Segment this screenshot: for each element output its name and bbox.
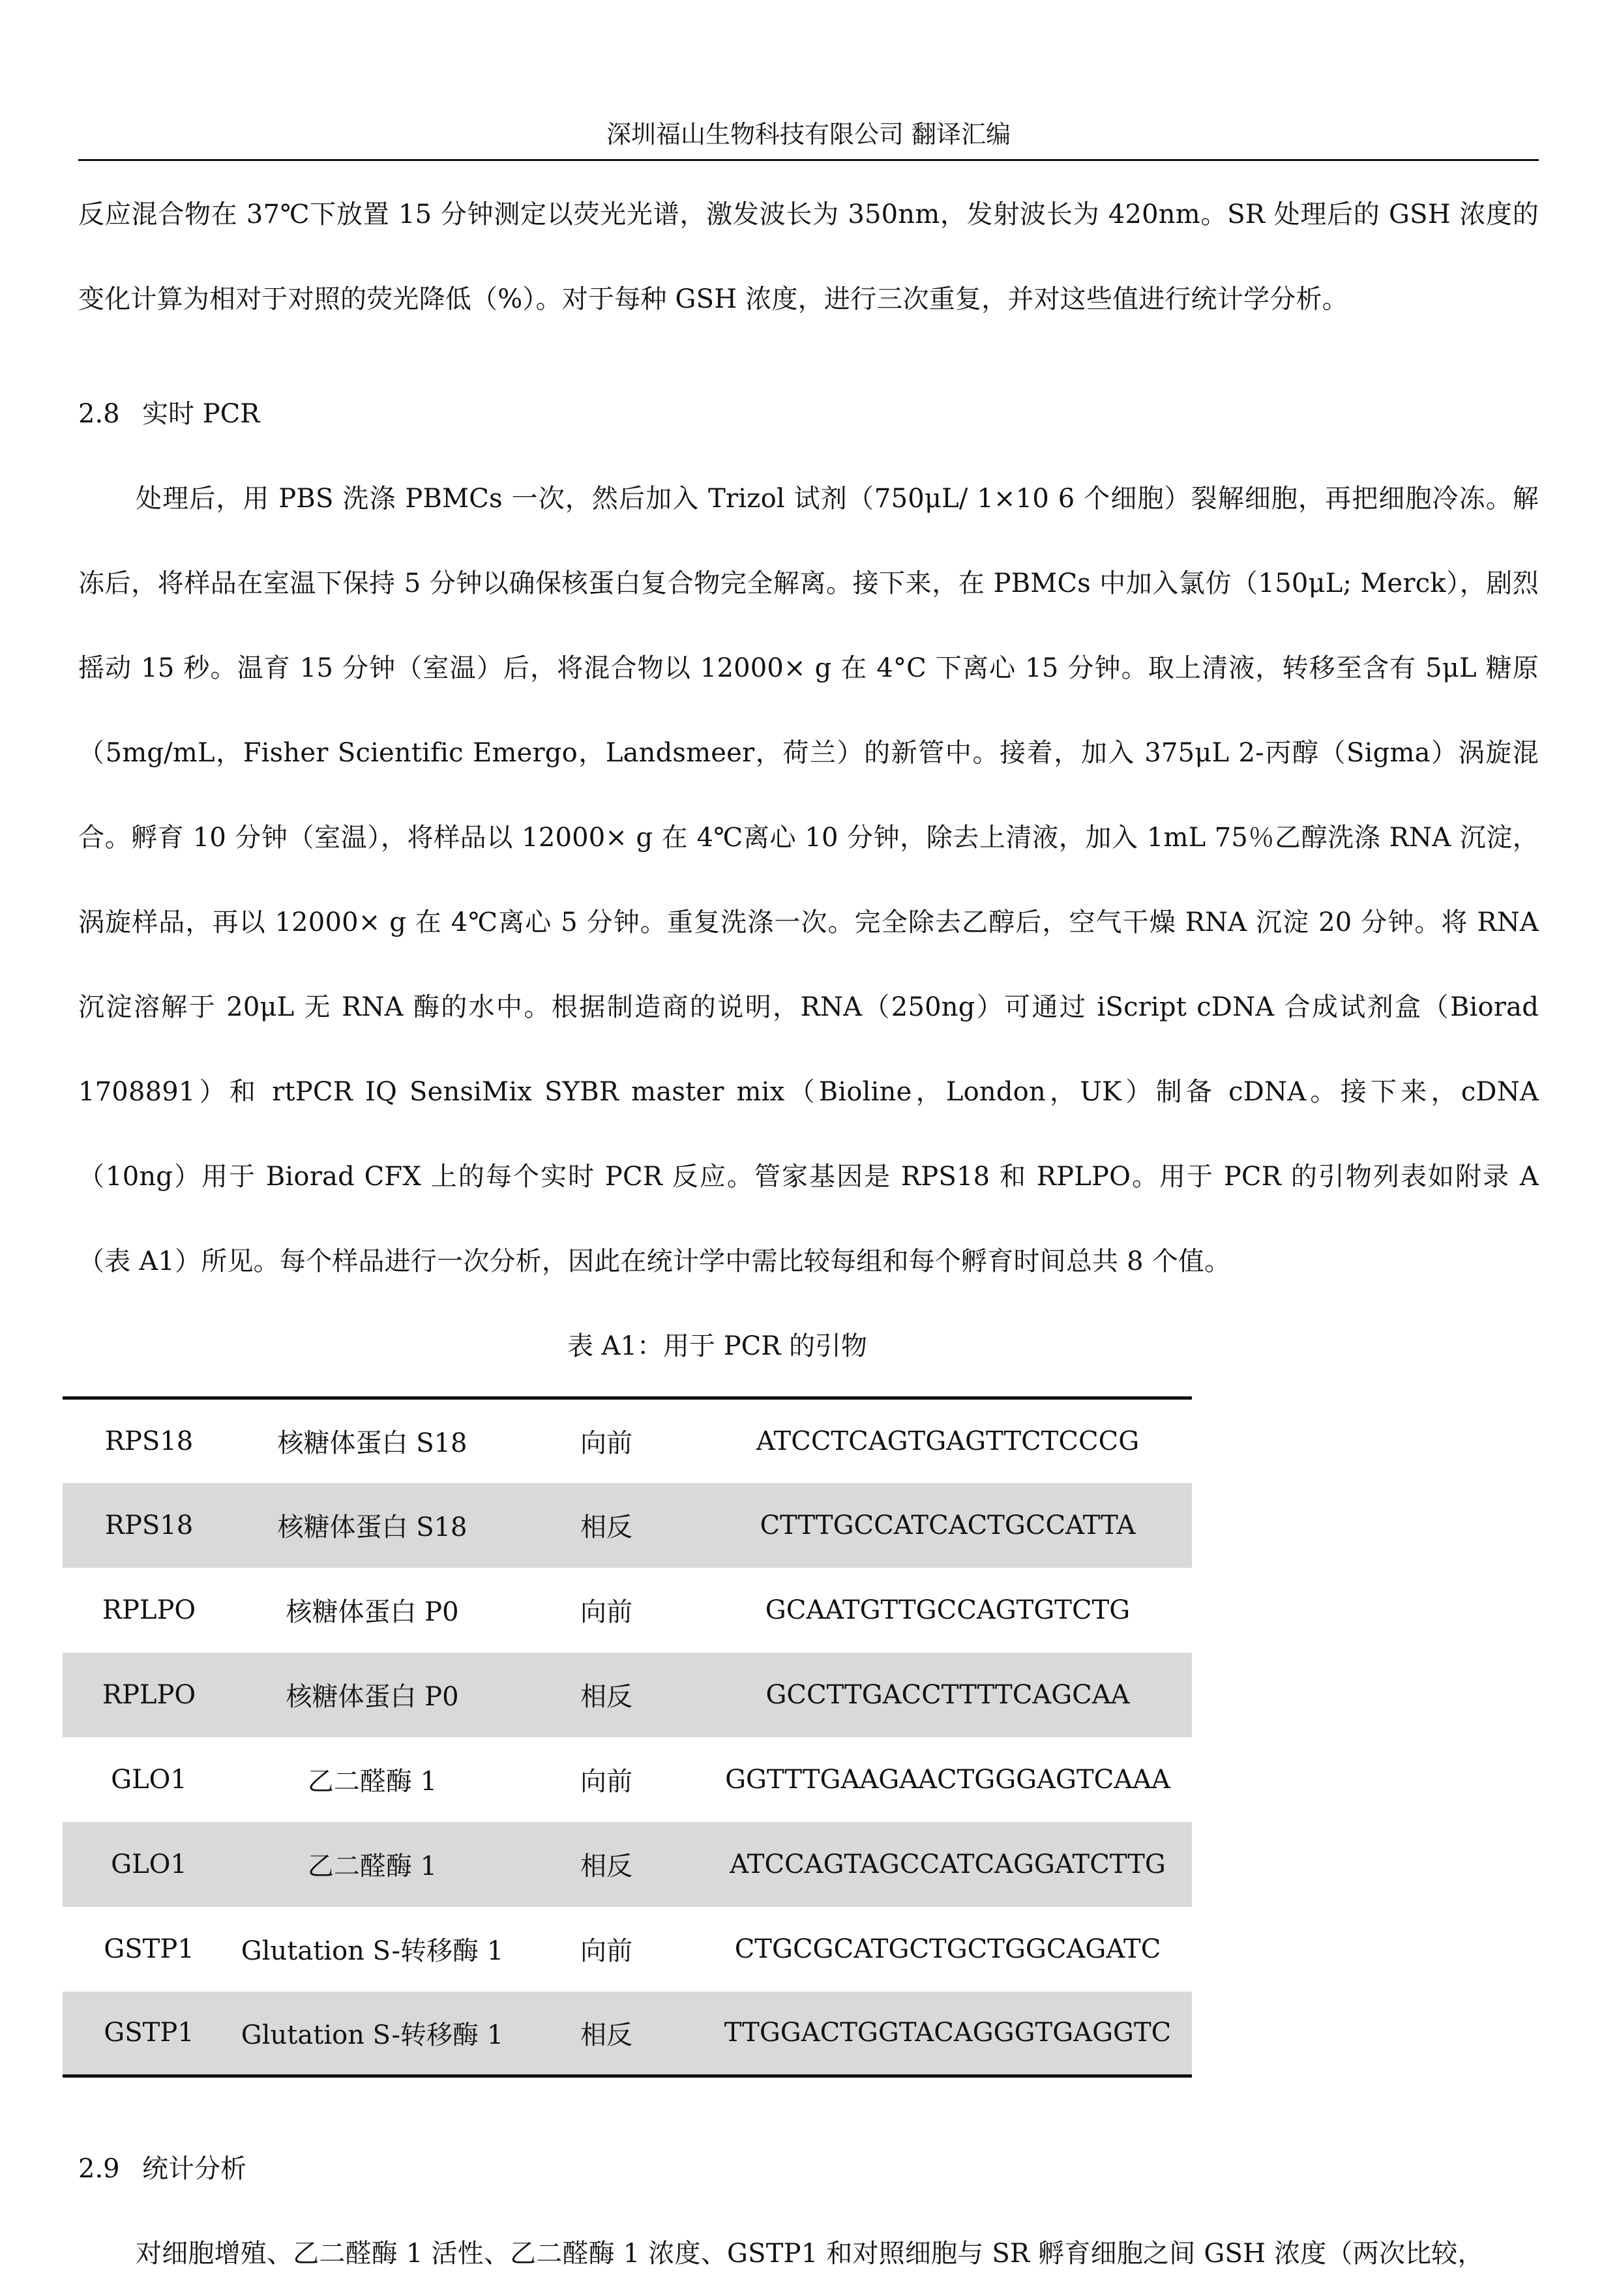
section-heading-2-8 <box>78 372 1539 456</box>
section-heading-2-9 <box>78 2127 1539 2211</box>
protein-cell: 核糖体蛋白 P0 <box>286 1597 459 1627</box>
direction-cell: 相反 <box>509 1483 704 1568</box>
protein-cell: Glutation S-转移酶 1 <box>241 1936 504 1966</box>
sequence-cell: GCCTTGACCTTTTCAGCAA <box>704 1653 1192 1737</box>
protein-cell: 乙二醛酶 1 <box>307 1767 438 1797</box>
gene-cell: RPS18 <box>63 1398 235 1483</box>
gene-cell: RPLPO <box>102 1595 196 1625</box>
protein-cell: 核糖体蛋白 S18 <box>235 1398 509 1483</box>
table-row <box>63 1822 1192 1907</box>
table-row <box>63 1483 1192 1568</box>
direction-cell: 相反 <box>509 1822 704 1907</box>
section-number: 2.8 <box>78 399 120 429</box>
table-row <box>63 1992 1192 2076</box>
section-number: 2.9 <box>78 2154 120 2184</box>
sequence-cell: GCAATGTTGCCAGTGTCTG <box>765 1595 1131 1625</box>
protein-cell: 乙二醛酶 1 <box>235 1822 509 1907</box>
header-rule <box>78 159 1539 161</box>
table-row <box>63 1907 1192 1992</box>
document-body <box>78 172 1539 1389</box>
section-title: 实时 PCR <box>142 399 260 429</box>
direction-cell: 相反 <box>509 1653 704 1737</box>
section-2-8-paragraph: 处理后，用 PBS 洗涤 PBMCs 一次，然后加入 Trizol 试剂（750μL/ 1×10 6 个细胞）裂解细胞，再把细胞冷冻。解冻后，将样品在室温下保持 5 分钟以确保核蛋白复合物完全解离。接下来，在 PBMCs 中加入氯仿（150μL; Merck），剧烈摇动 15 秒。温育 15 分钟（室温）后，将混合物以 12000× g 在 4°C 下离心 15 分钟。取上清液，转移至含有 5μL 糖原（5mg/mL，Fisher Scientific Emergo，Landsmeer，荷兰）的新管中。接着，加入 375μL 2-丙醇（Sigma）涡旋混合。孵育 10 分钟（室温），将样品以 12000× g 在 4℃离心 10 分钟，除去上清液，加入 1mL 75％乙醇洗涤 RNA 沉淀，涡旋样品，再以 12000× g 在 4℃离心 5 分钟。重复洗涤一次。完全除去乙醇后，空气干燥 RNA 沉淀 20 分钟。将 RNA 沉淀溶解于 20μL 无 RNA 酶的水中。根据制造商的说明，RNA（250ng）可通过 iScript cDNA 合成试剂盒（Biorad 1708891）和 rtPCR IQ SensiMix SYBR master mix（Bioline，London，UK）制备 cDNA。接下来，cDNA（10ng）用于 Biorad CFX 上的每个实时 PCR 反应。管家基因是 RPS18 和 RPLPO。用于 PCR 的引物列表如附录 A（表 A1）所见。每个样品进行一次分析，因此在统计学中需比较每组和每个孵育时间总共 8 个值。 <box>78 484 1539 1276</box>
section-title: 统计分析 <box>142 2154 246 2184</box>
gene-cell: GSTP1 <box>63 1992 235 2076</box>
sequence-cell: ATCCAGTAGCCATCAGGATCTTG <box>704 1822 1192 1907</box>
gene-cell: GSTP1 <box>104 1934 194 1964</box>
gene-cell: GLO1 <box>63 1822 235 1907</box>
protein-cell: 核糖体蛋白 P0 <box>235 1653 509 1737</box>
sequence-cell: CTTTGCCATCACTGCCATTA <box>704 1483 1192 1568</box>
table-row <box>63 1398 1192 1483</box>
intro-paragraph: 反应混合物在 37℃下放置 15 分钟测定以荧光光谱，激发波长为 350nm，发射波长为 420nm。SR 处理后的 GSH 浓度的变化计算为相对于对照的荧光降低（%）。对于每种 GSH 浓度，进行三次重复，并对这些值进行统计学分析。 <box>78 199 1539 314</box>
protein-cell: Glutation S-转移酶 1 <box>235 1992 509 2076</box>
direction-cell: 向前 <box>580 1767 632 1797</box>
direction-cell: 向前 <box>509 1398 704 1483</box>
table-row <box>63 1737 1192 1822</box>
gene-cell: RPS18 <box>63 1483 235 1568</box>
gene-cell: GLO1 <box>111 1764 187 1795</box>
sequence-cell: ATCCTCAGTGAGTTCTCCCG <box>704 1398 1192 1483</box>
direction-cell: 向前 <box>580 1936 632 1966</box>
protein-cell: 核糖体蛋白 S18 <box>235 1483 509 1568</box>
page-header: 深圳福山生物科技有限公司 翻译汇编 <box>606 120 1011 149</box>
sequence-cell: CTGCGCATGCTGCTGGCAGATC <box>734 1934 1161 1964</box>
sequence-cell: GGTTTGAAGAACTGGGAGTCAAA <box>725 1764 1170 1795</box>
table-row <box>63 1568 1192 1653</box>
direction-cell: 相反 <box>509 1992 704 2076</box>
table-caption: 表 A1：用于 PCR 的引物 <box>567 1331 868 1361</box>
sequence-cell: TTGGACTGGTACAGGGTGAGGTC <box>704 1992 1192 2076</box>
primer-table <box>63 1396 1192 2078</box>
section-2-9-paragraph: 对细胞增殖、乙二醛酶 1 活性、乙二醛酶 1 浓度、GSTP1 和对照细胞与 SR 孵育细胞之间 GSH 浓度（两次比较， <box>136 2239 1484 2269</box>
table-row <box>63 1653 1192 1737</box>
section-2-9 <box>78 2127 1539 2296</box>
gene-cell: RPLPO <box>63 1653 235 1737</box>
direction-cell: 向前 <box>580 1597 632 1627</box>
